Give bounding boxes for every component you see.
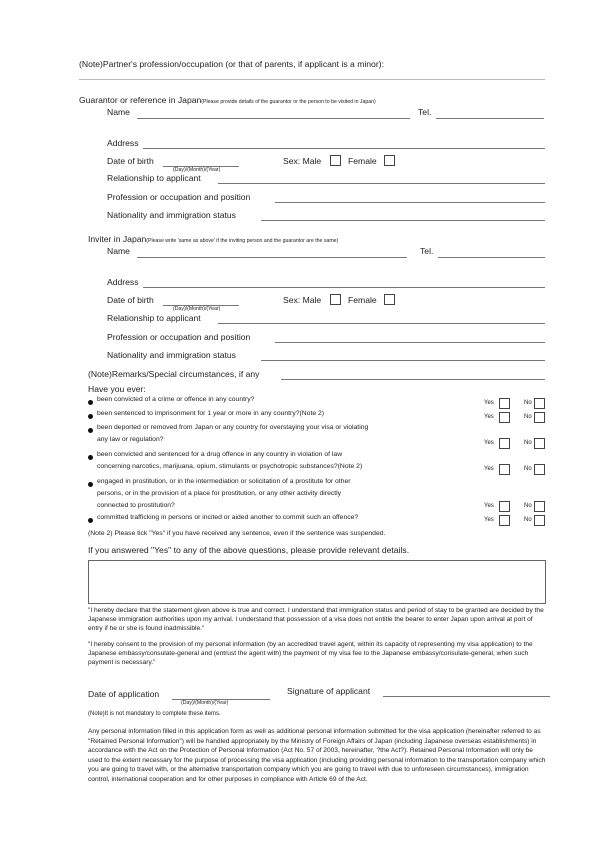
question-4-no-label: No bbox=[524, 466, 532, 472]
inviter-female-checkbox[interactable] bbox=[384, 294, 395, 305]
details-textarea[interactable] bbox=[88, 560, 546, 604]
question-bullet bbox=[88, 428, 93, 433]
question-4-no-checkbox[interactable] bbox=[534, 464, 545, 475]
privacy-text: Any personal information filled in this application form as well as additional personal information submitted for the visa application (hereinafter referred to as "Retained Personal Information") will be handled appropriately by the Ministry of Foreign Affairs of Japan (including Japanese overseas establishments) in accordance with the Act on the Protection of Personal Information (Act No. 57 of 2003, hereinafter, ?the Act?). Retained Personal Information will only be used to the extent necessary for the purpose of processing the visa application (including providing personal information to the transportation company which you are going to travel with, or the alternative transportation company which you are going to travel with due to unforeseen circumstances), immigration control, international cooperation and for other purposes in compliance with Article 69 of the Act. bbox=[88, 728, 546, 783]
guarantor-tel-field[interactable] bbox=[436, 118, 544, 119]
question-3-text-line1: been deported or removed from Japan or any country for overstaying your visa or violating bbox=[97, 424, 369, 431]
question-4-yes-checkbox[interactable] bbox=[499, 464, 510, 475]
guarantor-nationality-label: Nationality and immigration status bbox=[107, 210, 236, 220]
question-bullet bbox=[88, 482, 93, 487]
question-4-text-line2: concerning narcotics, marijuana, opium, stimulants or psychotropic substances?(Note 2) bbox=[97, 463, 363, 470]
question-2-text: been sentenced to imprisonment for 1 year or more in any country?(Note 2) bbox=[97, 410, 325, 417]
guarantor-profession-field[interactable] bbox=[275, 202, 545, 203]
question-3-text-line2: any law or regulation? bbox=[97, 436, 164, 443]
note-2: (Note 2) Please tick "Yes" if you have received any sentence, even if the sentence was suspended. bbox=[88, 530, 386, 537]
inviter-nationality-label: Nationality and immigration status bbox=[107, 350, 236, 360]
inviter-nationality-field[interactable] bbox=[261, 360, 545, 361]
guarantor-address-label: Address bbox=[107, 138, 139, 148]
question-6-yes-checkbox[interactable] bbox=[499, 515, 510, 526]
guarantor-sex-label: Sex: Male bbox=[283, 156, 322, 166]
question-6-no-label: No bbox=[524, 517, 532, 523]
remarks-field[interactable] bbox=[281, 379, 545, 380]
question-bullet bbox=[88, 414, 93, 419]
question-5-text-line1: engaged in prostitution, or in the intermediation or solicitation of a prostitute for other bbox=[97, 478, 351, 485]
signature-label: Signature of applicant bbox=[287, 686, 371, 696]
inviter-profession-field[interactable] bbox=[275, 342, 545, 343]
question-1-text: been convicted of a crime or offence in any country? bbox=[97, 396, 255, 403]
inviter-name-field[interactable] bbox=[137, 257, 407, 258]
consent-text: "I hereby consent to the provision of my personal information (by an accredited travel agent, within its capacity of representing my visa application) to the Japanese embassy/consulate-general and (entrust the agent with) the payment of my visa fee to the Japanese embassy/consulate-general, when such payment is necessary." bbox=[88, 641, 533, 666]
question-3-yes-label: Yes bbox=[484, 440, 494, 446]
question-5-text-line3: connected to prostitution? bbox=[97, 502, 175, 509]
question-bullet bbox=[88, 400, 93, 405]
guarantor-heading-row bbox=[79, 90, 376, 108]
inviter-heading-note: (Please write 'same as above' if the inviting person and the guarantor are the same) bbox=[146, 238, 339, 244]
inviter-tel-label: Tel. bbox=[420, 246, 434, 256]
inviter-male-checkbox[interactable] bbox=[330, 294, 341, 305]
question-5-no-checkbox[interactable] bbox=[534, 501, 545, 512]
guarantor-female-label: Female bbox=[348, 156, 377, 166]
partner-line[interactable] bbox=[79, 79, 545, 80]
guarantor-profession-label: Profession or occupation and position bbox=[107, 192, 251, 202]
date-format: (Day)/(Month)/(Year) bbox=[181, 700, 229, 706]
have-you-ever: Have you ever: bbox=[88, 384, 146, 394]
question-2-no-label: No bbox=[524, 414, 532, 420]
guarantor-name-field[interactable] bbox=[137, 118, 410, 119]
question-1-no-label: No bbox=[524, 400, 532, 406]
question-4-yes-label: Yes bbox=[484, 466, 494, 472]
if-yes-instruction: If you answered "Yes" to any of the above questions, please provide relevant details. bbox=[88, 545, 410, 555]
question-5-yes-label: Yes bbox=[484, 503, 494, 509]
question-1-yes-label: Yes bbox=[484, 400, 494, 406]
question-2-no-checkbox[interactable] bbox=[534, 412, 545, 423]
question-5-yes-checkbox[interactable] bbox=[499, 501, 510, 512]
question-3-yes-checkbox[interactable] bbox=[499, 438, 510, 449]
inviter-address-label: Address bbox=[107, 277, 139, 287]
question-2-yes-checkbox[interactable] bbox=[499, 412, 510, 423]
guarantor-name-label: Name bbox=[107, 107, 130, 117]
question-5-no-label: No bbox=[524, 503, 532, 509]
question-2-yes-label: Yes bbox=[484, 414, 494, 420]
inviter-dob-label: Date of birth bbox=[107, 295, 154, 305]
guarantor-heading: Guarantor or reference in Japan bbox=[79, 95, 202, 105]
question-6-no-checkbox[interactable] bbox=[534, 515, 545, 526]
declaration-text: "I hereby declare that the statement given above is true and correct. I understand that immigration status and period of stay to be granted are decided by the Japanese immigration authorities upon my arrival. I understand that possession of a visa does not entitle the bearer to enter Japan upon arrival at port of entry if he or she is found inadmissible." bbox=[88, 607, 544, 632]
note-not-mandatory: (Note)It is not mandatory to complete these items. bbox=[88, 711, 221, 717]
guarantor-address-field[interactable] bbox=[143, 148, 545, 149]
question-1-no-checkbox[interactable] bbox=[534, 398, 545, 409]
guarantor-heading-note: (Please provide details of the guarantor or the person to be visited in Japan) bbox=[201, 99, 376, 105]
guarantor-dob-format: (Day)/(Month)/(Year) bbox=[173, 167, 221, 173]
guarantor-female-checkbox[interactable] bbox=[384, 155, 395, 166]
question-5-text-line2: persons, or in the provision of a place for prostitution, or any other activity directly bbox=[97, 490, 342, 497]
inviter-dob-format: (Day)/(Month)/(Year) bbox=[173, 306, 221, 312]
inviter-profession-label: Profession or occupation and position bbox=[107, 332, 251, 342]
inviter-sex-label: Sex: Male bbox=[283, 295, 322, 305]
date-of-application-label: Date of application bbox=[88, 689, 160, 699]
guarantor-relationship-field[interactable] bbox=[218, 183, 545, 184]
inviter-tel-field[interactable] bbox=[438, 257, 545, 258]
inviter-relationship-field[interactable] bbox=[218, 323, 545, 324]
guarantor-dob-label: Date of birth bbox=[107, 156, 154, 166]
signature-field[interactable] bbox=[383, 696, 550, 697]
partner-note: (Note)Partner's profession/occupation (or that of parents, if applicant is a minor): bbox=[79, 59, 384, 69]
guarantor-nationality-field[interactable] bbox=[261, 220, 545, 221]
inviter-address-field[interactable] bbox=[143, 287, 545, 288]
inviter-heading-row bbox=[88, 229, 338, 247]
question-bullet bbox=[88, 518, 93, 523]
guarantor-male-checkbox[interactable] bbox=[330, 155, 341, 166]
question-6-yes-label: Yes bbox=[484, 517, 494, 523]
question-bullet bbox=[88, 455, 93, 460]
guarantor-tel-label: Tel. bbox=[418, 107, 432, 117]
inviter-name-label: Name bbox=[107, 246, 130, 256]
question-3-no-label: No bbox=[524, 440, 532, 446]
inviter-heading: Inviter in Japan bbox=[88, 234, 147, 244]
inviter-female-label: Female bbox=[348, 295, 377, 305]
remarks-label: (Note)Remarks/Special circumstances, if any bbox=[88, 369, 260, 379]
guarantor-relationship-label: Relationship to applicant bbox=[107, 173, 201, 183]
question-4-text-line1: been convicted and sentenced for a drug offence in any country in violation of law bbox=[97, 451, 343, 458]
question-3-no-checkbox[interactable] bbox=[534, 438, 545, 449]
question-6-text: committed trafficking in persons or incited or aided another to commit such an offence? bbox=[97, 514, 359, 521]
question-1-yes-checkbox[interactable] bbox=[499, 398, 510, 409]
inviter-relationship-label: Relationship to applicant bbox=[107, 313, 201, 323]
